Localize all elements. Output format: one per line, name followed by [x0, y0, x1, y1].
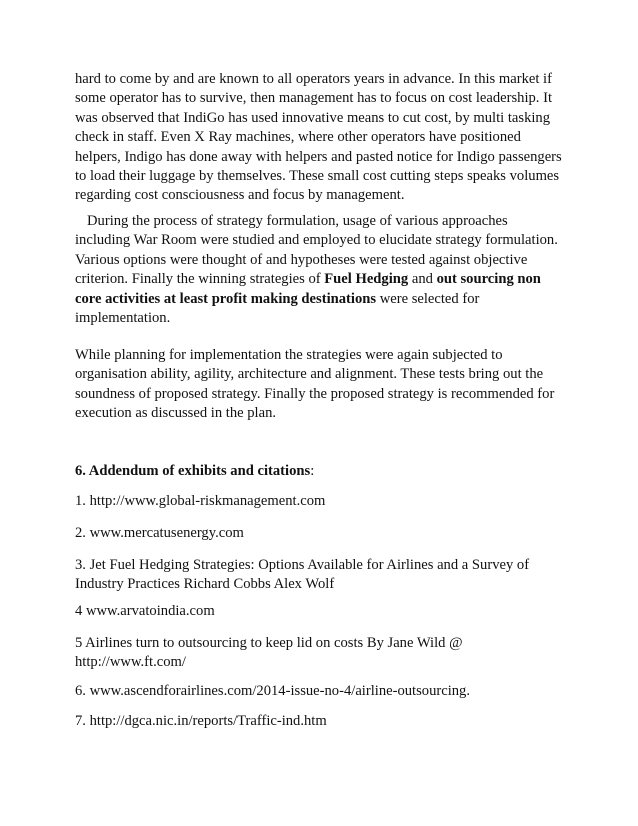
- text-line: was observed that IndiGo has used innovative means to cut cost, by multi tasking: [75, 109, 551, 126]
- text-line: including War Room were studied and employed to elucidate strategy formulation.: [75, 232, 558, 249]
- reference-item-continued: Industry Practices Richard Cobbs Alex Wolf: [75, 576, 335, 592]
- reference-item-continued: http://www.ft.com/: [75, 654, 186, 670]
- text-line: some operator has to survive, then management has to focus on cost leadership. It: [75, 90, 553, 107]
- text-line: [75, 270, 558, 289]
- text-line: regarding cost consciousness and focus by management.: [75, 187, 405, 204]
- text-line: check in staff. Even X Ray machines, where other operators have positioned: [75, 129, 521, 146]
- text-line: [75, 212, 558, 231]
- text-line: While planning for implementation the strategies were again subjected to: [75, 347, 503, 363]
- reference-item: 4 www.arvatoindia.com: [75, 603, 215, 619]
- bold-fuel-hedging: Fuel Hedging: [324, 271, 409, 288]
- reference-item: 1. http://www.global-riskmanagement.com: [75, 493, 326, 509]
- bold-core-activities: core activities at least profit making destinations: [75, 290, 377, 307]
- bold-out-sourcing: out sourcing non: [436, 271, 541, 288]
- text-fragment: were selected for: [376, 290, 480, 307]
- text-line: to load their luggage by themselves. These small cost cutting steps speaks volumes: [75, 168, 560, 185]
- paragraph-cost-leadership: [75, 70, 562, 206]
- text-line: soundness of proposed strategy. Finally the proposed strategy is recommended for: [75, 385, 555, 402]
- text-line: hard to come by and are known to all operators years in advance. In this market if: [75, 71, 552, 87]
- text-line: implementation.: [75, 310, 171, 327]
- reference-item: 7. http://dgca.nic.in/reports/Traffic-ind.htm: [75, 713, 327, 729]
- text-line: Various options were thought of and hypotheses were tested against objective: [75, 251, 528, 268]
- paragraph-strategy-formulation: [75, 212, 558, 328]
- reference-item: 2. www.mercatusenergy.com: [75, 525, 244, 541]
- text-fragment: and: [408, 271, 437, 288]
- text-line: helpers, Indigo has done away with helpers and pasted notice for Indigo passengers: [75, 148, 562, 165]
- text-line: [75, 290, 558, 309]
- text-line: execution as discussed in the plan.: [75, 405, 277, 422]
- section-title: 6. Addendum of exhibits and citations: [75, 463, 311, 479]
- section-colon: :: [310, 463, 315, 479]
- reference-item: 5 Airlines turn to outsourcing to keep lid on costs By Jane Wild @: [75, 635, 463, 651]
- reference-item: 3. Jet Fuel Hedging Strategies: Options Available for Airlines and a Survey of: [75, 557, 530, 573]
- text-fragment: criterion. Finally the winning strategies of: [75, 271, 325, 288]
- section-heading: [75, 462, 314, 481]
- paragraph-implementation: [75, 346, 554, 424]
- text-line: organisation ability, agility, architecture and alignment. These tests bring out the: [75, 366, 544, 383]
- text-line-content: During the process of strategy formulation, usage of various approaches: [87, 213, 508, 229]
- reference-item: 6. www.ascendforairlines.com/2014-issue-no-4/airline-outsourcing.: [75, 683, 471, 699]
